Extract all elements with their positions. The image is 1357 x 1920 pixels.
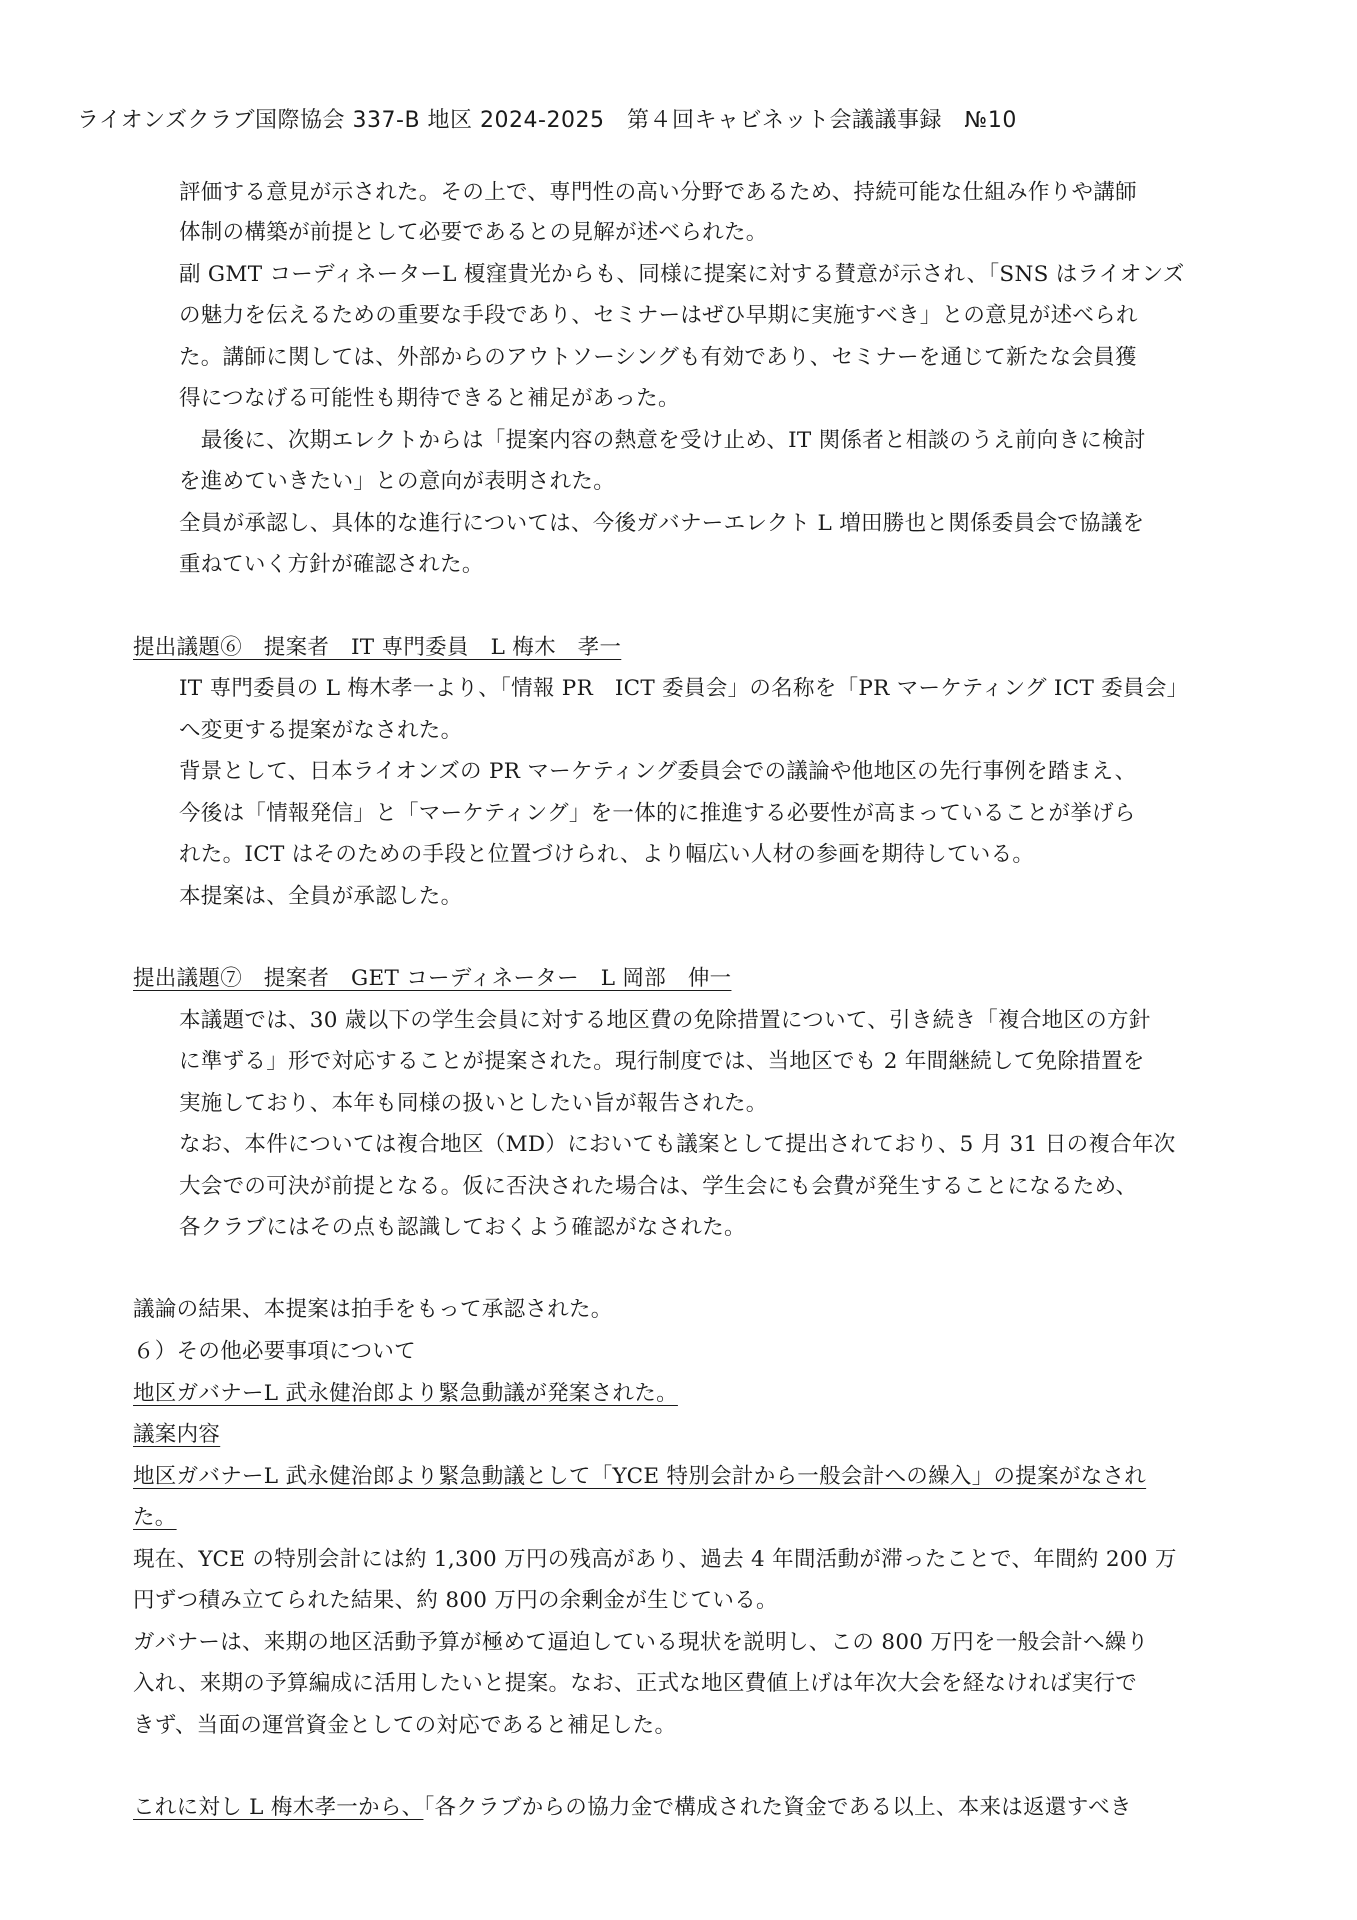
paragraph-line bbox=[133, 1797, 1132, 1819]
underlined-phrase: これに対し L 梅木孝一から、 bbox=[133, 1795, 424, 1820]
paragraph-line: 地区ガバナーL 武永健治郎より緊急動議が発案された。 bbox=[133, 1381, 678, 1406]
agenda-heading-7: 提出議題⑦ 提案者 GET コーディネーター L 岡部 伸一 bbox=[133, 966, 732, 991]
paragraph-line: 評価する意見が示された。その上で、専門性の高い分野であるため、持続可能な仕組み作りや講師 bbox=[179, 180, 1137, 205]
agenda-heading-6: 提出議題⑥ 提案者 IT 専門委員 L 梅木 孝一 bbox=[133, 635, 622, 660]
paragraph-line: 体制の構築が前提として必要であるとの見解が述べられた。 bbox=[179, 220, 768, 245]
paragraph-line: に準ずる」形で対応することが提案された。現行制度では、当地区でも 2 年間継続して免除措置を bbox=[179, 1049, 1145, 1074]
paragraph-line: 最後に、次期エレクトからは「提案内容の熱意を受け止め、IT 関係者と相談のうえ前向きに検討 bbox=[179, 428, 1146, 453]
paragraph-line: 現在、YCE の特別会計には約 1,300 万円の残高があり、過去 4 年間活動が滞ったことで、年間約 200 万 bbox=[133, 1547, 1177, 1572]
paragraph-line: 議論の結果、本提案は拍手をもって承認された。 bbox=[133, 1297, 613, 1322]
page-header: ライオンズクラブ国際協会 337-B 地区 2024-2025 第４回キャビネット会議議事録 №10 bbox=[77, 108, 1017, 133]
paragraph-text: 「各クラブからの協力金で構成された資金である以上、本来は返還すべき bbox=[423, 1795, 1132, 1820]
paragraph-line: 本議題では、30 歳以下の学生会員に対する地区費の免除措置について、引き続き「複合地区の方針 bbox=[179, 1008, 1151, 1033]
paragraph-line: へ変更する提案がなされた。 bbox=[179, 718, 463, 743]
paragraph-line: 重ねていく方針が確認された。 bbox=[179, 552, 484, 577]
paragraph-line: ガバナーは、来期の地区活動予算が極めて逼迫している現状を説明し、この 800 万円を一般会計へ繰り bbox=[133, 1630, 1149, 1655]
paragraph-line: の魅力を伝えるための重要な手段であり、セミナーはぜひ早期に実施すべき」との意見が述べられ bbox=[179, 303, 1138, 328]
section-heading: ６）その他必要事項について bbox=[133, 1339, 416, 1364]
paragraph-line: た。講師に関しては、外部からのアウトソーシングも有効であり、セミナーを通じて新たな会員獲 bbox=[179, 345, 1137, 370]
paragraph-line: 大会での可決が前提となる。仮に否決された場合は、学生会にも会費が発生することになるため、 bbox=[179, 1174, 1138, 1199]
paragraph-line: きず、当面の運営資金としての対応であると補足した。 bbox=[133, 1713, 677, 1738]
paragraph-line: 地区ガバナーL 武永健治郎より緊急動議として「YCE 特別会計から一般会計への繰入」の提案がなされ bbox=[133, 1464, 1147, 1489]
paragraph-line: 背景として、日本ライオンズの PR マーケティング委員会での議論や他地区の先行事例を踏まえ、 bbox=[179, 759, 1137, 784]
paragraph-line: 全員が承認し、具体的な進行については、今後ガバナーエレクト L 増田勝也と関係委員会で協議を bbox=[179, 511, 1145, 536]
paragraph-line: 本提案は、全員が承認した。 bbox=[179, 884, 463, 909]
paragraph-line: れた。ICT はそのための手段と位置づけられ、より幅広い人材の参画を期待している。 bbox=[179, 842, 1035, 867]
paragraph-line: た。 bbox=[133, 1505, 177, 1530]
paragraph-line: を進めていきたい」との意向が表明された。 bbox=[179, 469, 616, 494]
paragraph-line: なお、本件については複合地区（MD）においても議案として提出されており、5 月 31 日の複合年次 bbox=[179, 1132, 1176, 1157]
paragraph-line: 各クラブにはその点も認識しておくよう確認がなされた。 bbox=[179, 1215, 746, 1240]
paragraph-line: 実施しており、本年も同様の扱いとしたい旨が報告された。 bbox=[179, 1091, 768, 1116]
paragraph-line: 円ずつ積み立てられた結果、約 800 万円の余剰金が生じている。 bbox=[133, 1588, 778, 1613]
paragraph-line: 副 GMT コーディネーターL 榎窪貴光からも、同様に提案に対する賛意が示され、「SNS はライオンズ bbox=[179, 262, 1185, 287]
paragraph-line: 得につなげる可能性も期待できると補足があった。 bbox=[179, 386, 680, 411]
paragraph-line: IT 専門委員の L 梅木孝一より、「情報 PR ICT 委員会」の名称を「PR マーケティング ICT 委員会」 bbox=[179, 676, 1189, 701]
paragraph-line: 今後は「情報発信」と「マーケティング」を一体的に推進する必要性が高まっていることが挙げら bbox=[179, 801, 1136, 826]
subheading: 議案内容 bbox=[133, 1422, 221, 1447]
paragraph-line: 入れ、来期の予算編成に活用したいと提案。なお、正式な地区費値上げは年次大会を経なければ実行で bbox=[133, 1671, 1138, 1696]
